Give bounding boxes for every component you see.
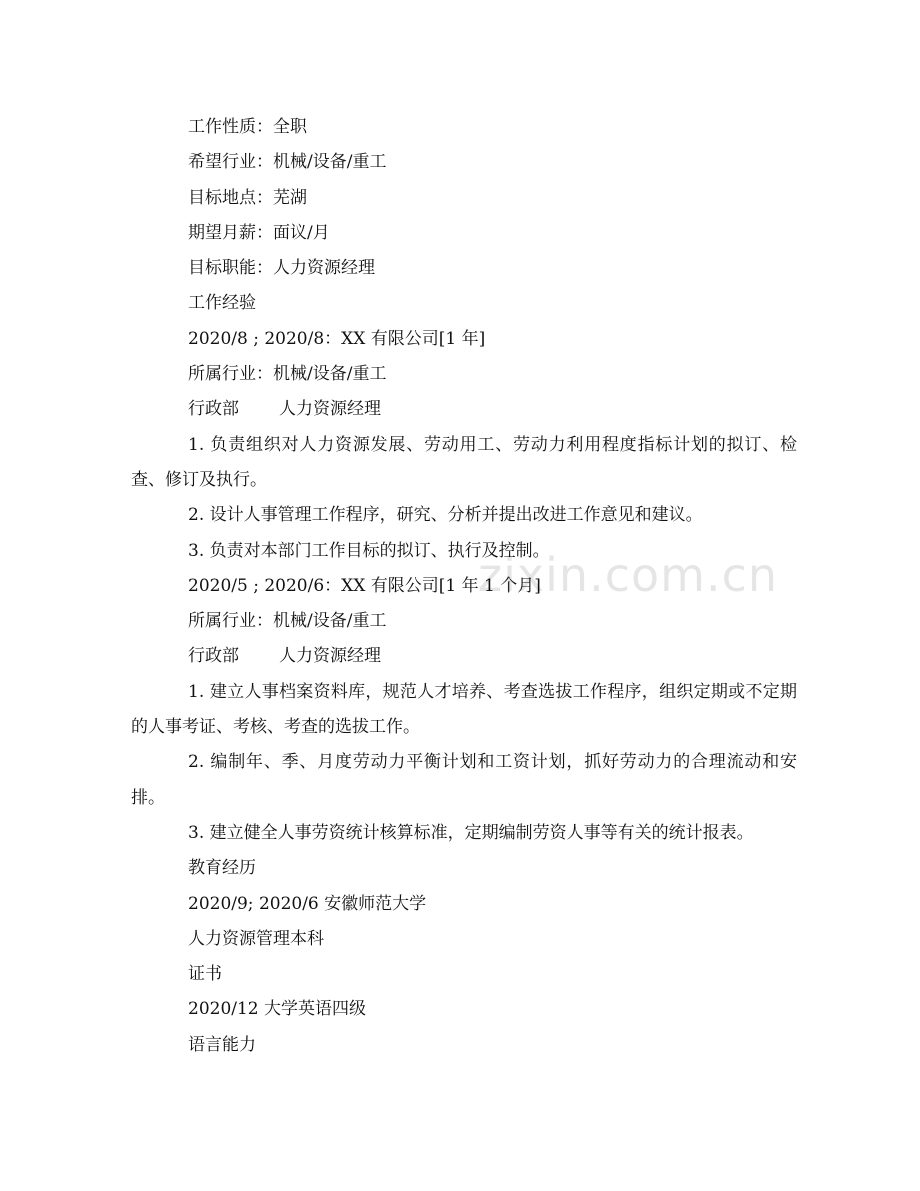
job-department: 行政部 <box>188 646 239 667</box>
watermark: zixin.com.cn <box>478 548 779 602</box>
desired-industry: 希望行业：机械/设备/重工 <box>188 152 387 173</box>
education-heading: 教育经历 <box>188 858 256 879</box>
certificates-heading: 证书 <box>188 964 222 985</box>
job-duty: 2. 设计人事管理工作程序，研究、分析并提出改进工作意见和建议。 <box>188 505 703 526</box>
target-location: 目标地点：芜湖 <box>188 187 307 208</box>
education-major: 人力资源管理本科 <box>188 928 324 949</box>
certificate-item: 2020/12 大学英语四级 <box>188 999 367 1020</box>
target-position: 目标职能：人力资源经理 <box>188 258 375 279</box>
job-department-title <box>131 639 797 674</box>
job-duty: 1. 负责组织对人力资源发展、劳动用工、劳动力利用程度指标计划的拟订、检查、修订及执行。 <box>131 434 797 490</box>
job-title: 人力资源经理 <box>279 399 381 420</box>
job-period: 2020/5 ; 2020/6：XX 有限公司[1 年 1 个月] <box>188 575 541 596</box>
education-period-school: 2020/9; 2020/6 安徽师范大学 <box>188 893 427 914</box>
work-type: 工作性质：全职 <box>188 117 307 137</box>
job-duty: 1. 建立人事档案资料库，规范人才培养、考查选拔工作程序，组织定期或不定期的人事考证、考核、考查的选拔工作。 <box>131 681 797 738</box>
job-duty: 2. 编制年、季、月度劳动力平衡计划和工资计划，抓好劳动力的合理流动和安排。 <box>131 752 797 808</box>
job-duty: 3. 建立健全人事劳资统计核算标准，定期编制劳资人事等有关的统计报表。 <box>188 822 754 843</box>
job-department: 行政部 <box>188 399 239 420</box>
job-industry: 所属行业：机械/设备/重工 <box>188 364 387 385</box>
work-experience-heading: 工作经验 <box>188 293 256 314</box>
job-duty: 3. 负责对本部门工作目标的拟订、执行及控制。 <box>188 540 550 561</box>
job-department-title <box>131 392 797 427</box>
expected-salary: 期望月薪：面议/月 <box>188 222 330 243</box>
job-period: 2020/8 ; 2020/8：XX 有限公司[1 年] <box>188 328 486 349</box>
job-industry: 所属行业：机械/设备/重工 <box>188 611 387 632</box>
languages-heading: 语言能力 <box>188 1034 256 1055</box>
job-title: 人力资源经理 <box>279 646 381 667</box>
